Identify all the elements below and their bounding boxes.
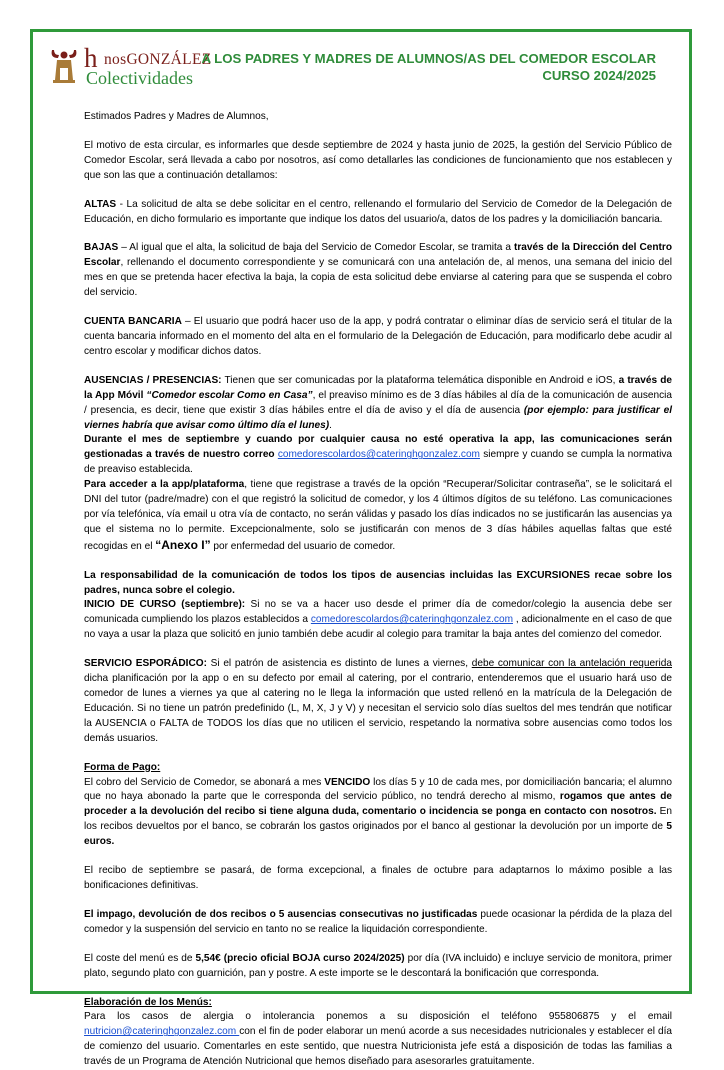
- greeting: Estimados Padres y Madres de Alumnos,: [84, 111, 269, 122]
- coste-paragraph: El coste del menú es de 5,54€ (precio oficial BOJA curso 2024/2025) por día (IVA incluido) e incluye servicio de monitora, primer plato, segundo plato con guarnición, pan y postre. A este importe se le descontará la bonificación que corresponda.: [84, 952, 672, 979]
- altas-paragraph: ALTAS - La solicitud de alta se debe solicitar en el centro, rellenando el formulario del Servicio de Comedor de la Delegación de Educación, en dicho formulario es importante que indique los datos del usuario/a, datos de los padres y la domiciliación bancaria.: [84, 198, 672, 225]
- ausencias-paragraph: AUSENCIAS / PRESENCIAS: Tienen que ser comunicadas por la plataforma telemática disponible en Android e iOS, a través de la App Móvil “Comedor escolar Como en Casa”, el preaviso mínimo es de 3 días hábiles al día de la comunicación de ausencia / presencia, es decir, tiene que existir 3 días hábiles entre el día de aviso y el día de ausencia (por ejemplo: para justificar el viernes habría que avisar como último día el lunes).: [84, 374, 673, 431]
- letter-body: [84, 110, 672, 1070]
- document-title: [201, 50, 656, 84]
- menus-heading: Elaboración de los Menús:: [84, 996, 212, 1008]
- pago-paragraph: El cobro del Servicio de Comedor, se abonará a mes VENCIDO los días 5 y 10 de cada mes, por domiciliación bancaria; el alumno que no haya abonado la parte que le corresponda del servicio público, no tendrá derecho al mismo, rogamos que antes de proceder a la devolución del recibo si tiene alguna duda, comentario o incidencia se ponga en contacto con nosotros. En los recibos devueltos por el banco, se cobrarán los gastos originados por el banco al gestionar la devolución por un importe de 5 euros.: [84, 776, 673, 848]
- septiembre-paragraph: Durante el mes de septiembre y cuando por cualquier causa no esté operativa la app, las comunicaciones serán gestionadas a través de nuestro correo comedorescolardos@cateringhgonzalez.com siempre y cuando se cumpla la normativa de preaviso establecida.: [84, 434, 672, 476]
- menus-paragraph: Para los casos de alergia o intolerancia ponemos a su disposición el teléfono 955806875 y el email nutricion@cateringhgonzalez.com con el fin de poder elaborar un menú acorde a sus necesidades nutricionales y establecer el día de comienzo del usuario. Comentarles en este sentido, que nuestra Nutricionista jefe está a disposición de todas las familias a través de un Programa de Atención Nutricional que hemos diseñado para asesorarles gratuitamente.: [84, 1011, 672, 1068]
- logo-subtitle: Colectividades: [86, 68, 193, 88]
- cuenta-paragraph: CUENTA BANCARIA – El usuario que podrá hacer uso de la app, y podrá contratar o eliminar días de servicio será el titular de la cuenta bancaria informado en el momento del alta en el formulario de la Delegación de Educación, para modificarlo debe acudir al centro escolar y modificar dichos datos.: [84, 316, 672, 357]
- logo-brand-name: nosGONZÁLEZ: [104, 51, 212, 68]
- company-logo: [46, 44, 216, 90]
- title-line-2: CURSO 2024/2025: [542, 68, 656, 83]
- anexo-label: “Anexo I”: [155, 537, 211, 552]
- bull-emblem-icon: [48, 46, 80, 84]
- impago-paragraph: El impago, devolución de dos recibos o 5 ausencias consecutivas no justificadas puede ocasionar la pérdida de la plaza del comedor y la suspensión del servicio en tanto no se realice la liquidación correspondiente.: [84, 908, 672, 935]
- altas-label: ALTAS: [84, 198, 117, 210]
- title-line-1: A LOS PADRES Y MADRES DE ALUMNOS/AS DEL COMEDOR ESCOLAR: [201, 51, 656, 66]
- logo-letter-h: h: [84, 43, 98, 73]
- email-comedor-link[interactable]: comedorescolardos@cateringhgonzalez.com: [277, 449, 480, 461]
- acceder-paragraph: Para acceder a la app/plataforma, tiene que registrase a través de la opción “Recuperar/Solicitar contraseña”, se le solicitará el DNI del tutor (padre/madre) con el que registró la solicitud de comedor, y los 4 últimos dígitos de su teléfono. Las comunicaciones por vía telefónica, vía email u otra vía de contacto, no serán válidas y pasado los días indicados no se justificarán las ausencias ya que el sistema no lo permite. Excepcionalmente, solo se justificarán con menos de 3 días hábiles aquellas faltas que esté recogidas en el “Anexo I” por enfermedad del usuario de comedor.: [84, 479, 672, 552]
- email-comedor-link-2[interactable]: comedorescolardos@cateringhgonzalez.com: [310, 614, 513, 626]
- inicio-curso-paragraph: INICIO DE CURSO (septiembre): Si no se va a hacer uso desde el primer día de comedor/colegio la ausencia debe ser comunicada cumpliendo los plazos establecidos a comedorescolardos@cateringhgonzalez.com , adicionalmente en el caso de que no vaya a usar la plaza que solicitó en junio también debe acudir al colegio para tramitar la baja antes del comienzo del comedor.: [84, 599, 672, 641]
- cuenta-label: CUENTA BANCARIA: [84, 316, 182, 328]
- bajas-paragraph: BAJAS – Al igual que el alta, la solicitud de baja del Servicio de Comedor Escolar, se tramita a través de la Dirección del Centro Escolar, rellenando el documento correspondiente y se comunicará con una antelación de, al menos, una semana del inicio del mes en que se pretenda hacer efectiva la baja, la copia de esta solicitud debe enviarse al catering para que se suspenda el cobro del servicio.: [84, 242, 672, 299]
- esporadico-paragraph: SERVICIO ESPORÁDICO: Si el patrón de asistencia es distinto de lunes a viernes, debe comunicar con la antelación requerida dicha planificación por la app o en su defecto por email al catering, por el contrario, entenderemos que el usuario hará uso de comedor de lunes a viernes ya que al catering no le llega la información que usted rellenó en la matrícula de la Delegación de Educación. Si no tiene un patrón predefinido (L, M, X, J y V) y necesitan el servicio solo días sueltos del mes tendrán que notificar la AUSENCIA o FALTA de TODOS los días que no utilicen el servicio, respetando la normativa sobre ausencias como todos los demás usuarios.: [84, 658, 672, 744]
- ausencias-label: AUSENCIAS / PRESENCIAS:: [84, 374, 222, 386]
- intro-paragraph: El motivo de esta circular, es informarles que desde septiembre de 2024 y hasta junio de 2025, la gestión del Servicio Público de Comedor Escolar, será llevada a cabo por nosotros, así como detallarles las condiciones de funcionamiento que nos establecen y que son las que a continuación detallamos:: [84, 139, 672, 181]
- responsabilidad-paragraph: La responsabilidad de la comunicación de todos los tipos de ausencias incluidas las EXCURSIONES recae sobre los padres, nunca sobre el colegio.: [84, 569, 672, 596]
- recibo-paragraph: El recibo de septiembre se pasará, de forma excepcional, a finales de octubre para adaptarnos lo máximo posible a las bonificaciones definitivas.: [84, 865, 672, 891]
- email-nutricion-link[interactable]: nutricion@cateringhgonzalez.com: [84, 1026, 240, 1038]
- bajas-label: BAJAS: [84, 242, 119, 254]
- pago-heading: Forma de Pago:: [84, 761, 161, 773]
